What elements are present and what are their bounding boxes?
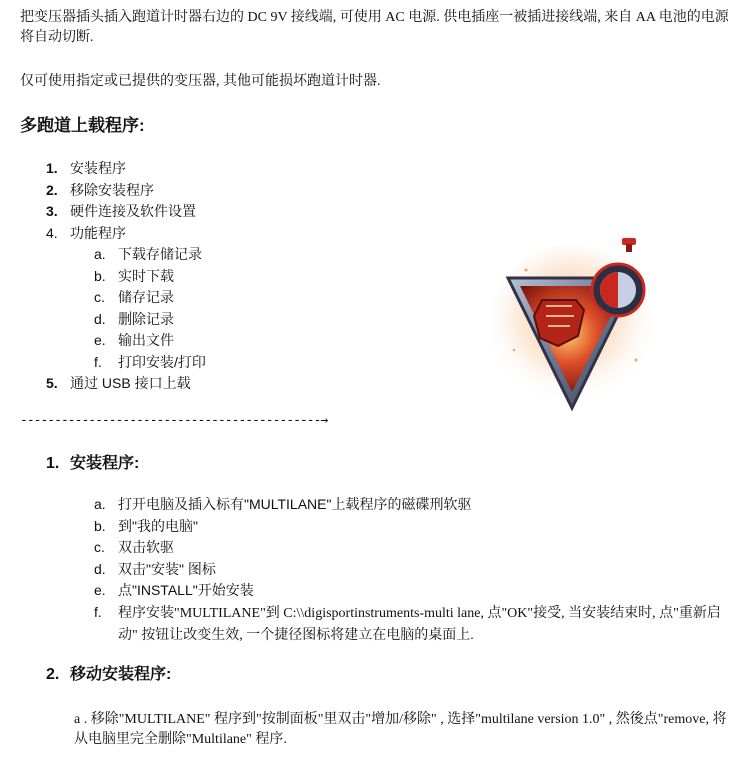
function-item-label: 下载存储记录 [118, 246, 202, 262]
install-step [94, 494, 734, 516]
contents-item-number: 3. [46, 203, 58, 219]
function-item-label: 实时下载 [118, 267, 174, 284]
step-letter: d. [94, 560, 106, 577]
function-item [46, 309, 206, 331]
contents-item-label: 移除安装程序 [70, 181, 154, 198]
section-install-heading [46, 453, 139, 475]
function-item [46, 244, 206, 266]
function-item [46, 266, 206, 288]
function-item [46, 352, 206, 374]
fist-stopwatch-icon [486, 230, 656, 420]
contents-item-label: 安装程序 [70, 160, 126, 176]
contents-item [46, 373, 206, 395]
section-divider-arrow: --------------------------------------------→ [20, 413, 328, 428]
section-number: 1. [46, 455, 60, 472]
function-item-letter: f. [94, 353, 102, 370]
step-text: 双击软驱 [118, 539, 174, 555]
contents-item-number: 1. [46, 160, 58, 176]
contents-item-number: 4. [46, 224, 58, 241]
install-step [94, 537, 734, 559]
section-title: 移动安装程序: [70, 666, 172, 683]
contents-item [46, 180, 206, 202]
install-step [94, 580, 734, 602]
function-item-letter: d. [94, 310, 106, 327]
step-text: 双击"安装" 图标 [118, 560, 216, 577]
section-remove-heading [46, 664, 171, 686]
brand-logo [486, 230, 656, 424]
step-text: 到"我的电脑" [118, 517, 198, 534]
install-steps [94, 494, 734, 647]
intro-paragraph-warning: 仅可使用指定或已提供的变压器, 其他可能损坏跑道计时器. [20, 74, 381, 89]
contents-list [46, 158, 206, 395]
step-letter: b. [94, 517, 106, 534]
install-step [94, 559, 734, 581]
function-sublist [46, 244, 206, 373]
step-text: 点"INSTALL"开始安装 [118, 582, 254, 598]
function-item-label: 储存记录 [118, 289, 174, 305]
step-text: 程序安装"MULTILANE"到 C:\\digisportinstruments-multi lane, 点"OK"接受, 当安装结束时, 点"重新启动" 按钮让改变生效, 一个捷径图标将建立在电脑的桌面上. [118, 605, 721, 643]
contents-item [46, 201, 206, 223]
install-step [94, 602, 734, 647]
step-letter: a. [94, 496, 106, 512]
contents-item-number: 5. [46, 375, 58, 391]
function-item-label: 删除记录 [118, 310, 174, 327]
function-item [46, 287, 206, 309]
contents-item [46, 158, 206, 180]
function-item-letter: a. [94, 246, 106, 262]
step-text: 打开电脑及插入标有"MULTILANE"上载程序的磁碟刑软驱 [118, 496, 472, 512]
contents-item-label: 通过 USB 接口上载 [70, 375, 191, 391]
function-sublist-wrapper [46, 244, 206, 373]
function-item-label: 输出文件 [118, 332, 174, 348]
contents-item-label: 功能程序 [70, 224, 126, 241]
step-letter: e. [94, 582, 106, 598]
function-item-label: 打印安装/打印 [118, 353, 206, 370]
intro-paragraph-power: 把变压器插头插入跑道计时器右边的 DC 9V 接线端, 可使用 AC 电源. 供电插座一被插进接线端, 来自 AA 电池的电源将自动切断. [20, 10, 729, 45]
remove-instructions: a . 移除"MULTILANE" 程序到"按制面板"里双击"增加/移除" , 选择"multilane version 1.0" , 然後点"remove, 将从电脑里完全删除"Multilane" 程序. [74, 712, 727, 747]
section-title: 安装程序: [70, 455, 140, 472]
page-heading: 多跑道上载程序: [20, 116, 145, 135]
step-letter: c. [94, 539, 105, 555]
contents-item-number: 2. [46, 181, 58, 198]
install-step [94, 516, 734, 538]
function-item-letter: e. [94, 332, 106, 348]
contents-item-label: 硬件连接及软件设置 [70, 203, 196, 219]
function-item-letter: b. [94, 267, 106, 284]
step-letter: f. [94, 603, 102, 620]
function-item-letter: c. [94, 289, 105, 305]
function-item [46, 330, 206, 352]
section-number: 2. [46, 666, 60, 683]
contents-item [46, 223, 206, 245]
